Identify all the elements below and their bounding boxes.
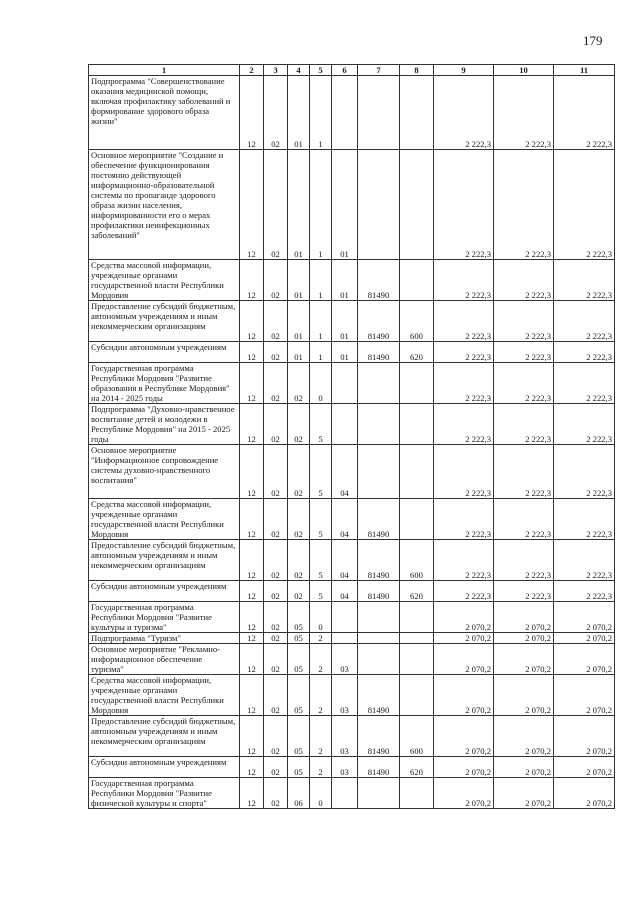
column-header: 5 — [310, 65, 332, 76]
code-cell — [358, 363, 400, 404]
budget-table — [88, 64, 615, 809]
amount-cell: 2 222,3 — [434, 499, 494, 540]
column-header: 11 — [554, 65, 615, 76]
amount-cell: 2 222,3 — [434, 540, 494, 581]
row-label: Предоставление субсидий бюджетным, автономным учреждениям и иным некоммерческим организациям — [89, 540, 240, 581]
code-cell: 02 — [264, 301, 288, 342]
code-cell: 02 — [264, 445, 288, 499]
column-header: 6 — [332, 65, 358, 76]
row-label: Предоставление субсидий бюджетным, автономным учреждениям и иным некоммерческим организациям — [89, 716, 240, 757]
code-cell: 1 — [310, 76, 332, 150]
amount-cell: 2 222,3 — [554, 581, 615, 602]
code-cell: 1 — [310, 301, 332, 342]
code-cell — [400, 633, 434, 644]
code-cell: 05 — [288, 757, 310, 778]
column-header: 9 — [434, 65, 494, 76]
amount-cell: 2 070,2 — [494, 778, 554, 809]
code-cell: 81490 — [358, 716, 400, 757]
code-cell — [358, 445, 400, 499]
code-cell — [400, 404, 434, 445]
row-label: Основное мероприятие "Информационное сопровождение системы духовно-нравственного воспитания" — [89, 445, 240, 499]
code-cell: 02 — [264, 602, 288, 633]
code-cell: 03 — [332, 644, 358, 675]
amount-cell: 2 222,3 — [554, 540, 615, 581]
amount-cell: 2 222,3 — [494, 540, 554, 581]
column-header: 2 — [240, 65, 264, 76]
table-row — [89, 363, 615, 404]
code-cell: 01 — [288, 301, 310, 342]
code-cell — [332, 602, 358, 633]
code-cell — [400, 76, 434, 150]
code-cell: 2 — [310, 633, 332, 644]
amount-cell: 2 222,3 — [494, 260, 554, 301]
code-cell: 620 — [400, 581, 434, 602]
amount-cell: 2 222,3 — [494, 499, 554, 540]
amount-cell: 2 070,2 — [554, 716, 615, 757]
amount-cell: 2 070,2 — [494, 633, 554, 644]
code-cell: 01 — [288, 150, 310, 260]
code-cell: 12 — [240, 757, 264, 778]
amount-cell: 2 070,2 — [434, 644, 494, 675]
column-header: 3 — [264, 65, 288, 76]
code-cell: 1 — [310, 342, 332, 363]
amount-cell: 2 222,3 — [554, 301, 615, 342]
amount-cell: 2 070,2 — [554, 778, 615, 809]
code-cell: 02 — [288, 581, 310, 602]
amount-cell: 2 222,3 — [554, 404, 615, 445]
code-cell: 81490 — [358, 581, 400, 602]
code-cell: 02 — [264, 363, 288, 404]
code-cell: 05 — [288, 675, 310, 716]
code-cell: 02 — [264, 757, 288, 778]
code-cell — [400, 644, 434, 675]
code-cell: 03 — [332, 716, 358, 757]
code-cell: 620 — [400, 342, 434, 363]
code-cell: 12 — [240, 675, 264, 716]
table-row — [89, 404, 615, 445]
table-row — [89, 633, 615, 644]
code-cell: 02 — [264, 342, 288, 363]
amount-cell: 2 222,3 — [434, 404, 494, 445]
code-cell: 12 — [240, 363, 264, 404]
code-cell: 12 — [240, 260, 264, 301]
code-cell: 600 — [400, 540, 434, 581]
code-cell: 81490 — [358, 301, 400, 342]
code-cell: 01 — [332, 342, 358, 363]
amount-cell: 2 222,3 — [494, 301, 554, 342]
code-cell: 02 — [264, 633, 288, 644]
amount-cell: 2 222,3 — [494, 363, 554, 404]
amount-cell: 2 070,2 — [434, 716, 494, 757]
code-cell: 12 — [240, 499, 264, 540]
code-cell: 600 — [400, 716, 434, 757]
code-cell: 06 — [288, 778, 310, 809]
amount-cell: 2 070,2 — [494, 602, 554, 633]
code-cell — [358, 633, 400, 644]
table-header-row — [89, 65, 615, 76]
table-row — [89, 260, 615, 301]
table-row — [89, 716, 615, 757]
amount-cell: 2 222,3 — [494, 581, 554, 602]
code-cell — [358, 150, 400, 260]
code-cell — [358, 644, 400, 675]
amount-cell: 2 070,2 — [434, 675, 494, 716]
code-cell — [358, 778, 400, 809]
table-row — [89, 644, 615, 675]
code-cell: 5 — [310, 540, 332, 581]
row-label: Основное мероприятие "Создание и обеспечение функционирования постоянно действующей информационно-образовательной системы по пропаганде здорового образа жизни населения, информированности его о мерах профилактики неинфекционных заболеваний" — [89, 150, 240, 260]
code-cell: 5 — [310, 499, 332, 540]
amount-cell: 2 222,3 — [494, 150, 554, 260]
amount-cell: 2 222,3 — [434, 150, 494, 260]
amount-cell: 2 222,3 — [434, 76, 494, 150]
code-cell — [400, 778, 434, 809]
code-cell: 02 — [264, 499, 288, 540]
amount-cell: 2 222,3 — [554, 76, 615, 150]
code-cell: 02 — [288, 363, 310, 404]
code-cell — [400, 445, 434, 499]
table-row — [89, 581, 615, 602]
column-header: 8 — [400, 65, 434, 76]
row-label: Подпрограмма "Совершенствование оказания медицинской помощи, включая профилактику заболеваний и формирование здорового образа жизни" — [89, 76, 240, 150]
amount-cell: 2 070,2 — [494, 716, 554, 757]
code-cell: 02 — [264, 675, 288, 716]
code-cell: 02 — [264, 716, 288, 757]
row-label: Подпрограмма "Духовно-нравственное воспитание детей и молодежи в Республике Мордовия" на 2015 - 2025 годы — [89, 404, 240, 445]
amount-cell: 2 070,2 — [434, 602, 494, 633]
amount-cell: 2 070,2 — [554, 675, 615, 716]
code-cell: 04 — [332, 499, 358, 540]
code-cell: 12 — [240, 644, 264, 675]
row-label: Средства массовой информации, учрежденные органами государственной власти Республики Мордовия — [89, 675, 240, 716]
code-cell: 02 — [264, 260, 288, 301]
code-cell: 05 — [288, 633, 310, 644]
code-cell: 12 — [240, 76, 264, 150]
amount-cell: 2 070,2 — [434, 757, 494, 778]
code-cell: 81490 — [358, 260, 400, 301]
code-cell — [400, 602, 434, 633]
code-cell: 0 — [310, 778, 332, 809]
amount-cell: 2 070,2 — [554, 644, 615, 675]
amount-cell: 2 222,3 — [434, 260, 494, 301]
code-cell: 03 — [332, 675, 358, 716]
amount-cell: 2 222,3 — [494, 76, 554, 150]
code-cell: 5 — [310, 404, 332, 445]
row-label: Предоставление субсидий бюджетным, автономным учреждениям и иным некоммерческим организациям — [89, 301, 240, 342]
code-cell: 02 — [264, 644, 288, 675]
code-cell: 04 — [332, 445, 358, 499]
table-row — [89, 445, 615, 499]
table-row — [89, 342, 615, 363]
code-cell: 12 — [240, 602, 264, 633]
amount-cell: 2 222,3 — [494, 404, 554, 445]
code-cell: 03 — [332, 757, 358, 778]
code-cell — [358, 76, 400, 150]
code-cell: 12 — [240, 150, 264, 260]
code-cell: 02 — [288, 445, 310, 499]
code-cell: 02 — [264, 581, 288, 602]
code-cell: 12 — [240, 540, 264, 581]
code-cell: 12 — [240, 778, 264, 809]
code-cell: 02 — [264, 76, 288, 150]
code-cell — [332, 404, 358, 445]
code-cell: 12 — [240, 633, 264, 644]
row-label: Государственная программа Республики Мордовия "Развитие физической культуры и спорта" — [89, 778, 240, 809]
code-cell: 02 — [288, 540, 310, 581]
amount-cell: 2 222,3 — [554, 445, 615, 499]
code-cell: 12 — [240, 342, 264, 363]
code-cell: 01 — [332, 150, 358, 260]
amount-cell: 2 070,2 — [554, 757, 615, 778]
code-cell: 5 — [310, 445, 332, 499]
column-header: 7 — [358, 65, 400, 76]
amount-cell: 2 222,3 — [494, 445, 554, 499]
code-cell: 2 — [310, 644, 332, 675]
amount-cell: 2 222,3 — [434, 445, 494, 499]
code-cell: 81490 — [358, 757, 400, 778]
code-cell — [358, 404, 400, 445]
table-row — [89, 301, 615, 342]
row-label: Субсидии автономным учреждениям — [89, 757, 240, 778]
code-cell: 01 — [288, 76, 310, 150]
amount-cell: 2 222,3 — [434, 363, 494, 404]
table-row — [89, 76, 615, 150]
code-cell: 04 — [332, 540, 358, 581]
amount-cell: 2 070,2 — [494, 675, 554, 716]
code-cell: 04 — [332, 581, 358, 602]
code-cell: 05 — [288, 602, 310, 633]
row-label: Средства массовой информации, учрежденные органами государственной власти Республики Мордовия — [89, 260, 240, 301]
code-cell: 01 — [332, 260, 358, 301]
amount-cell: 2 222,3 — [554, 150, 615, 260]
table-row — [89, 778, 615, 809]
table-row — [89, 499, 615, 540]
code-cell: 2 — [310, 757, 332, 778]
amount-cell: 2 070,2 — [554, 633, 615, 644]
code-cell: 12 — [240, 404, 264, 445]
code-cell: 1 — [310, 260, 332, 301]
table-row — [89, 675, 615, 716]
amount-cell: 2 222,3 — [554, 342, 615, 363]
code-cell: 02 — [264, 404, 288, 445]
table-row — [89, 540, 615, 581]
code-cell: 1 — [310, 150, 332, 260]
amount-cell: 2 070,2 — [554, 602, 615, 633]
code-cell: 620 — [400, 757, 434, 778]
row-label: Государственная программа Республики Мордовия "Развитие культуры и туризма" — [89, 602, 240, 633]
row-label: Субсидии автономным учреждениям — [89, 581, 240, 602]
table-row — [89, 757, 615, 778]
code-cell — [332, 633, 358, 644]
code-cell — [358, 602, 400, 633]
code-cell: 02 — [264, 778, 288, 809]
code-cell: 81490 — [358, 675, 400, 716]
code-cell: 12 — [240, 581, 264, 602]
code-cell: 5 — [310, 581, 332, 602]
code-cell — [400, 675, 434, 716]
code-cell — [332, 76, 358, 150]
code-cell: 02 — [264, 150, 288, 260]
code-cell: 05 — [288, 716, 310, 757]
amount-cell: 2 222,3 — [554, 260, 615, 301]
code-cell: 81490 — [358, 342, 400, 363]
code-cell: 12 — [240, 301, 264, 342]
code-cell: 0 — [310, 602, 332, 633]
code-cell: 0 — [310, 363, 332, 404]
amount-cell: 2 222,3 — [494, 342, 554, 363]
code-cell: 81490 — [358, 499, 400, 540]
code-cell: 01 — [332, 301, 358, 342]
table-row — [89, 150, 615, 260]
amount-cell: 2 222,3 — [434, 581, 494, 602]
amount-cell: 2 222,3 — [434, 301, 494, 342]
code-cell — [400, 499, 434, 540]
code-cell: 12 — [240, 716, 264, 757]
amount-cell: 2 070,2 — [494, 644, 554, 675]
row-label: Подпрограмма "Туризм" — [89, 633, 240, 644]
code-cell: 05 — [288, 644, 310, 675]
code-cell: 02 — [288, 404, 310, 445]
code-cell — [400, 260, 434, 301]
code-cell: 81490 — [358, 540, 400, 581]
amount-cell: 2 070,2 — [434, 778, 494, 809]
code-cell: 02 — [264, 540, 288, 581]
column-header: 4 — [288, 65, 310, 76]
page-number: 179 — [583, 33, 603, 48]
code-cell — [332, 363, 358, 404]
column-header: 10 — [494, 65, 554, 76]
code-cell: 2 — [310, 716, 332, 757]
code-cell — [400, 363, 434, 404]
amount-cell: 2 070,2 — [494, 757, 554, 778]
code-cell: 12 — [240, 445, 264, 499]
row-label: Субсидии автономным учреждениям — [89, 342, 240, 363]
table-row — [89, 602, 615, 633]
code-cell: 01 — [288, 342, 310, 363]
amount-cell: 2 222,3 — [554, 363, 615, 404]
row-label: Средства массовой информации, учрежденные органами государственной власти Республики Мордовия — [89, 499, 240, 540]
amount-cell: 2 070,2 — [434, 633, 494, 644]
amount-cell: 2 222,3 — [434, 342, 494, 363]
row-label: Основное мероприятие "Рекламно-информационное обеспечение туризма" — [89, 644, 240, 675]
code-cell: 02 — [288, 499, 310, 540]
code-cell: 01 — [288, 260, 310, 301]
code-cell — [332, 778, 358, 809]
code-cell: 600 — [400, 301, 434, 342]
row-label: Государственная программа Республики Мордовия "Развитие образования в Республике Мордовия" на 2014 - 2025 годы — [89, 363, 240, 404]
column-header: 1 — [89, 65, 240, 76]
amount-cell: 2 222,3 — [554, 499, 615, 540]
code-cell — [400, 150, 434, 260]
code-cell: 2 — [310, 675, 332, 716]
